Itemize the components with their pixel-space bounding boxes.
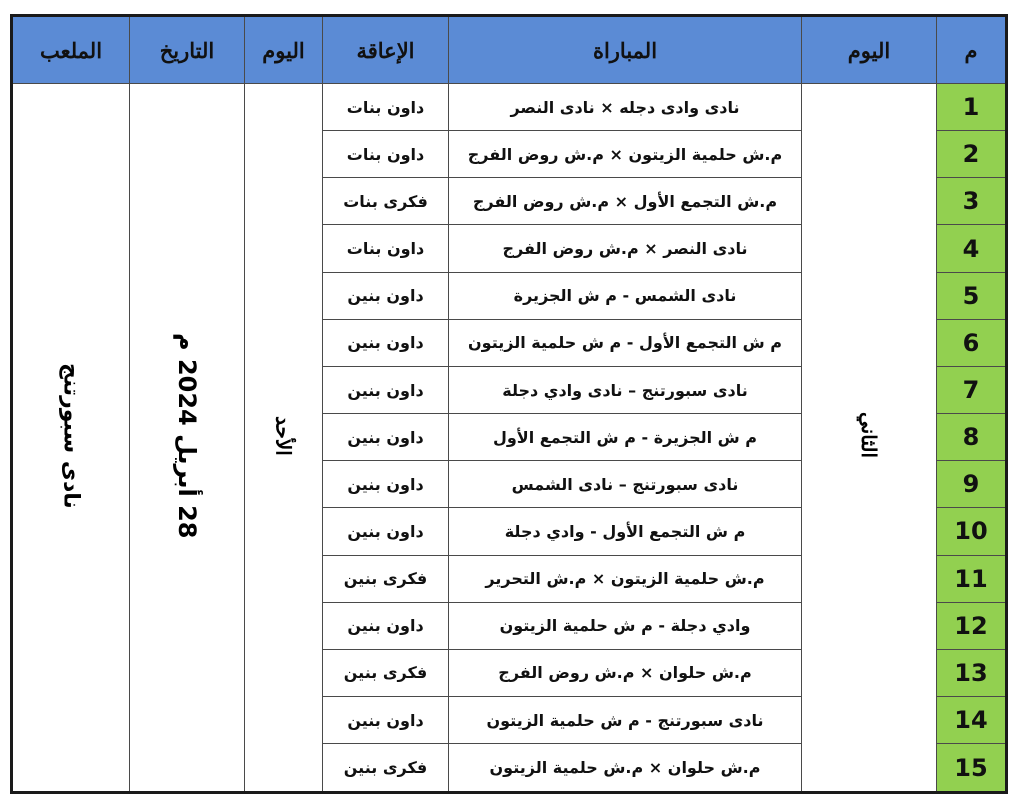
schedule-table xyxy=(10,14,1008,794)
match-cell: وادي دجلة - م ش حلمية الزيتون xyxy=(449,602,802,649)
disability-cell: فكرى بنين xyxy=(323,649,449,696)
disability-cell: فكرى بنات xyxy=(323,178,449,225)
header-date: التاريخ xyxy=(130,16,245,84)
header-day: اليوم xyxy=(245,16,323,84)
disability-cell: داون بنين xyxy=(323,508,449,555)
header-match: المباراة xyxy=(449,16,802,84)
row-number: 8 xyxy=(937,414,1007,461)
disability-cell: داون بنين xyxy=(323,697,449,744)
match-cell: م.ش التجمع الأول × م.ش روض الفرج xyxy=(449,178,802,225)
row-number: 4 xyxy=(937,225,1007,272)
row-number: 1 xyxy=(937,84,1007,131)
disability-cell: فكرى بنين xyxy=(323,555,449,602)
disability-cell: داون بنات xyxy=(323,84,449,131)
header-number: م xyxy=(937,16,1007,84)
match-cell: م.ش حلوان × م.ش روض الفرج xyxy=(449,649,802,696)
disability-cell: داون بنين xyxy=(323,414,449,461)
match-cell: نادى سبورتنج - م ش حلمية الزيتون xyxy=(449,697,802,744)
header-day-secondary: اليوم xyxy=(802,16,937,84)
disability-cell: داون بنين xyxy=(323,272,449,319)
row-number: 15 xyxy=(937,744,1007,793)
match-cell: نادى سبورتنج – نادى وادي دجلة xyxy=(449,366,802,413)
row-number: 13 xyxy=(937,649,1007,696)
venue-name-cell xyxy=(12,84,130,793)
match-cell: م.ش حلمية الزيتون × م.ش التحرير xyxy=(449,555,802,602)
match-cell: م ش التجمع الأول - م ش حلمية الزيتون xyxy=(449,319,802,366)
match-cell: م ش الجزيرة - م ش التجمع الأول xyxy=(449,414,802,461)
venue-name: نادى سبورتنج xyxy=(58,362,84,509)
match-cell: نادى وادى دجله × نادى النصر xyxy=(449,84,802,131)
row-number: 9 xyxy=(937,461,1007,508)
row-number: 7 xyxy=(937,366,1007,413)
disability-cell: فكرى بنين xyxy=(323,744,449,793)
match-cell: م ش التجمع الأول - وادي دجلة xyxy=(449,508,802,555)
row-number: 6 xyxy=(937,319,1007,366)
match-date: 28 أبريل 2024 م xyxy=(173,332,201,539)
match-date-cell xyxy=(130,84,245,793)
row-number: 14 xyxy=(937,697,1007,744)
disability-cell: داون بنين xyxy=(323,319,449,366)
match-cell: م.ش حلوان × م.ش حلمية الزيتون xyxy=(449,744,802,793)
disability-cell: داون بنين xyxy=(323,366,449,413)
match-cell: نادى سبورتنج – نادى الشمس xyxy=(449,461,802,508)
header-disability: الإعاقة xyxy=(323,16,449,84)
row-number: 11 xyxy=(937,555,1007,602)
row-number: 3 xyxy=(937,178,1007,225)
row-number: 5 xyxy=(937,272,1007,319)
disability-cell: داون بنين xyxy=(323,602,449,649)
day-secondary-cell xyxy=(802,84,937,793)
disability-cell: داون بنين xyxy=(323,461,449,508)
disability-cell: داون بنات xyxy=(323,225,449,272)
row-number: 12 xyxy=(937,602,1007,649)
match-day: الأحد xyxy=(271,415,296,456)
disability-cell: داون بنات xyxy=(323,131,449,178)
table-row xyxy=(12,84,1007,131)
match-day-cell xyxy=(245,84,323,793)
row-number: 10 xyxy=(937,508,1007,555)
row-number: 2 xyxy=(937,131,1007,178)
match-cell: نادى النصر × م.ش روض الفرج xyxy=(449,225,802,272)
match-cell: نادى الشمس - م ش الجزيرة xyxy=(449,272,802,319)
header-venue: الملعب xyxy=(12,16,130,84)
header-row xyxy=(12,16,1007,84)
match-cell: م.ش حلمية الزيتون × م.ش روض الفرج xyxy=(449,131,802,178)
day-secondary: الثاني xyxy=(857,412,881,459)
